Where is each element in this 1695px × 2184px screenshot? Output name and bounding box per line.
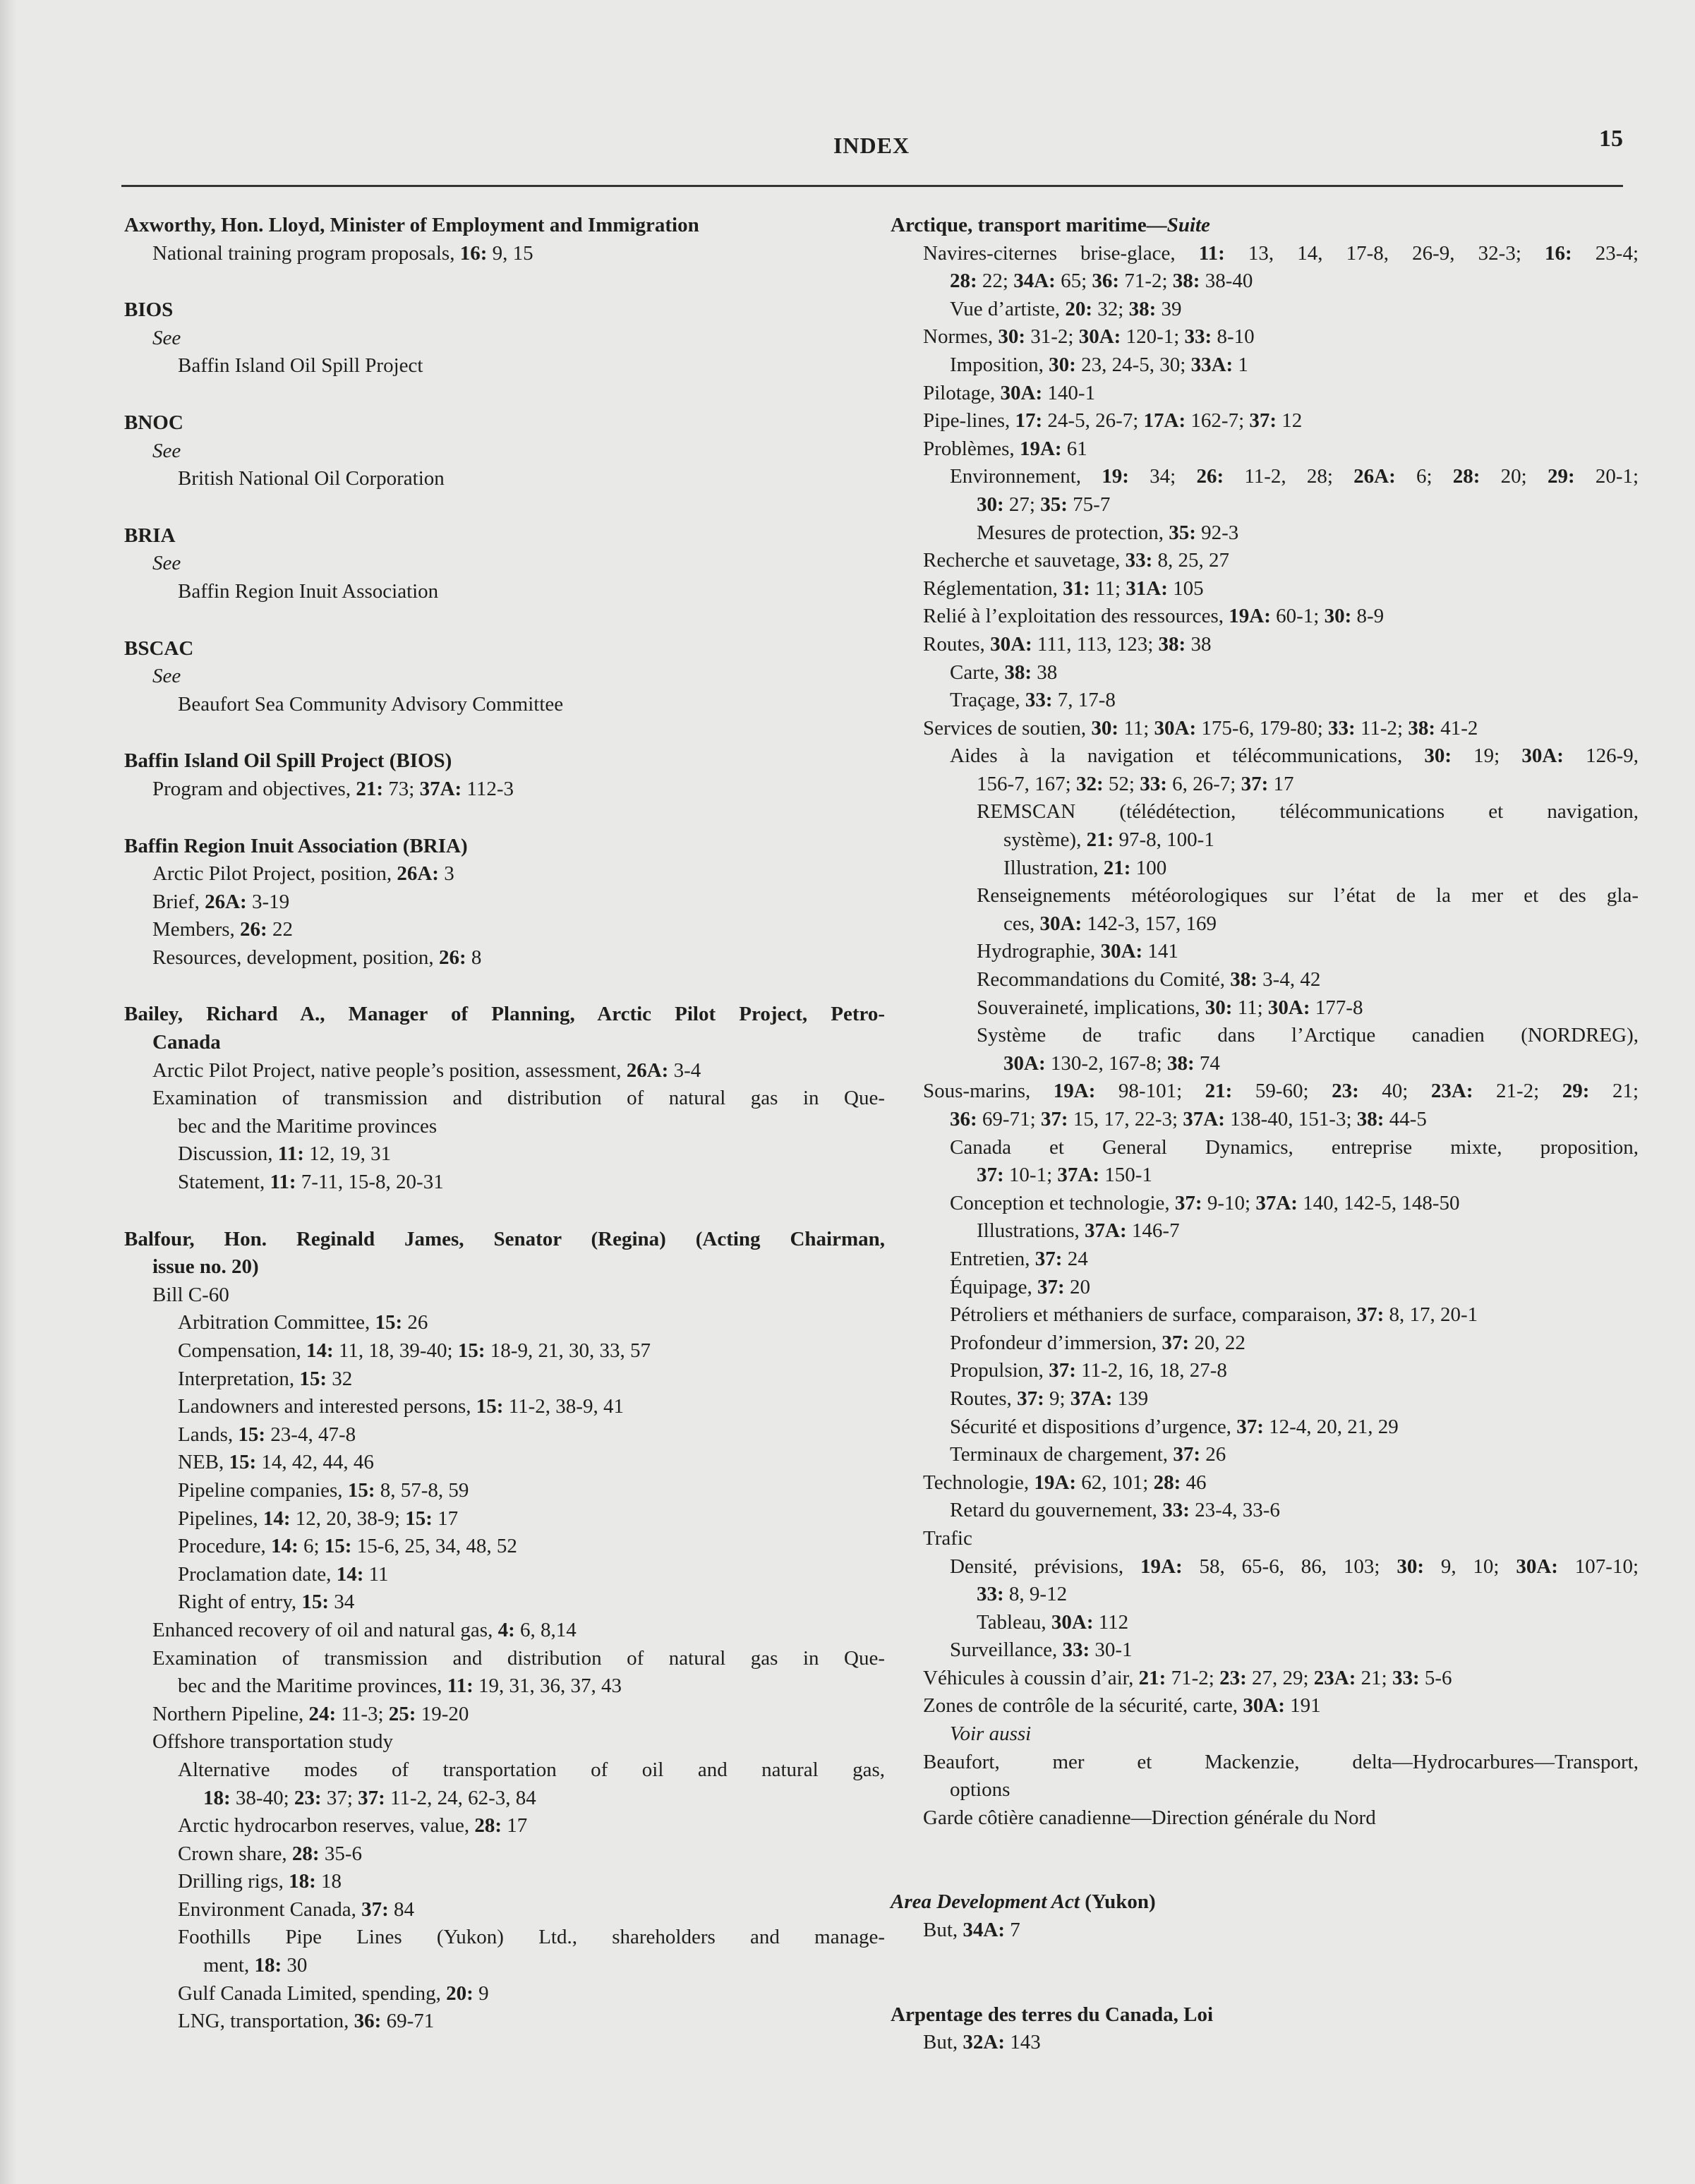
- index-subentry: Carte, 38: 38: [950, 660, 1058, 684]
- index-subentry: Procedure, 14: 6; 15: 15-6, 25, 34, 48, 52: [178, 1535, 517, 1558]
- index-subentry: Members, 26: 22: [152, 918, 293, 941]
- index-subentry: Véhicules à coussin d’air, 21: 71-2; 23: 27, 29; 23A: 21; 33: 5-6: [923, 1666, 1452, 1689]
- index-subentry: Sous-marins, 19A: 98-101; 21: 59-60; 23: 40; 23A: 21-2; 29: 21;: [923, 1080, 1639, 1103]
- index-subentry: options: [950, 1778, 1011, 1802]
- index-subentry: Gulf Canada Limited, spending, 20: 9: [178, 1981, 489, 2005]
- index-subentry: Voir aussi: [950, 1723, 1032, 1746]
- index-subentry: Aides à la navigation et télécommunications, 30: 19; 30A: 126-9,: [950, 744, 1639, 768]
- index-subentry: Problèmes, 19A: 61: [923, 437, 1087, 460]
- index-subentry: But, 32A: 143: [923, 2031, 1041, 2054]
- index-subentry: 156-7, 167; 32: 52; 33: 6, 26-7; 37: 17: [977, 772, 1294, 795]
- running-head-title: INDEX: [833, 133, 910, 158]
- page-edge-shadow: [0, 0, 17, 2184]
- index-subentry: 18: 38-40; 23: 37; 37: 11-2, 24, 62-3, 84: [203, 1786, 536, 1809]
- index-heading: BNOC: [124, 411, 183, 434]
- index-subentry: Beaufort, mer et Mackenzie, delta—Hydrocarbures—Transport,: [923, 1750, 1639, 1773]
- index-subentry: Arctic hydrocarbon reserves, value, 28: 17: [178, 1814, 528, 1838]
- entry-spacer: [124, 493, 885, 522]
- index-subentry: Pilotage, 30A: 140-1: [923, 381, 1096, 404]
- index-subentry: Program and objectives, 21: 73; 37A: 112-3: [152, 777, 514, 800]
- index-subentry: Baffin Island Oil Spill Project: [178, 354, 423, 378]
- index-subentry: Routes, 37: 9; 37A: 139: [950, 1387, 1149, 1410]
- index-subentry: Terminaux de chargement, 37: 26: [950, 1443, 1226, 1466]
- index-heading: Canada: [152, 1031, 221, 1054]
- running-head: [120, 126, 1623, 168]
- index-subentry: Recherche et sauvetage, 33: 8, 25, 27: [923, 549, 1230, 572]
- index-subentry: Environnement, 19: 34; 26: 11-2, 28; 26A: 6; 28: 20; 29: 20-1;: [950, 465, 1639, 488]
- index-subentry: 30A: 130-2, 167-8; 38: 74: [1003, 1051, 1220, 1075]
- index-subentry: Pétroliers et méthaniers de surface, comparaison, 37: 8, 17, 20-1: [950, 1303, 1478, 1327]
- index-subentry: Alternative modes of transportation of oil and natural gas,: [178, 1758, 885, 1781]
- entry-spacer: [124, 267, 885, 296]
- index-subentry: Traçage, 33: 7, 17-8: [950, 689, 1116, 712]
- index-subentry: bec and the Maritime provinces, 11: 19, 31, 36, 37, 43: [178, 1675, 622, 1698]
- index-subentry: Conception et technologie, 37: 9-10; 37A: 140, 142-5, 148-50: [950, 1191, 1460, 1214]
- index-subentry: Discussion, 11: 12, 19, 31: [178, 1142, 392, 1166]
- index-subentry: Relié à l’exploitation des ressources, 19A: 60-1; 30: 8-9: [923, 605, 1385, 628]
- index-subentry: 30: 27; 35: 75-7: [977, 493, 1111, 516]
- index-subentry: Renseignements météorologiques sur l’état de la mer et des gla-: [977, 884, 1639, 907]
- index-subentry: See: [152, 439, 181, 462]
- entry-spacer: [124, 718, 885, 747]
- index-subentry: Compensation, 14: 11, 18, 39-40; 15: 18-9, 21, 30, 33, 57: [178, 1339, 651, 1362]
- index-subentry: Surveillance, 33: 30-1: [950, 1639, 1133, 1662]
- index-subentry: National training program proposals, 16: 9, 15: [152, 241, 533, 265]
- index-subentry: Propulsion, 37: 11-2, 16, 18, 27-8: [950, 1359, 1227, 1382]
- index-subentry: Enhanced recovery of oil and natural gas, 4: 6, 8,14: [152, 1618, 577, 1641]
- index-subentry: Foothills Pipe Lines (Yukon) Ltd., shareholders and manage-: [178, 1926, 885, 1949]
- index-subentry: LNG, transportation, 36: 69-71: [178, 2010, 435, 2033]
- index-subentry: Arbitration Committee, 15: 26: [178, 1311, 428, 1334]
- index-subentry: Entretien, 37: 24: [950, 1247, 1088, 1270]
- index-subentry: British National Oil Corporation: [178, 467, 445, 490]
- index-heading: BIOS: [124, 298, 174, 322]
- index-subentry: Interpretation, 15: 32: [178, 1367, 353, 1390]
- entry-spacer: [124, 804, 885, 833]
- index-subentry: NEB, 15: 14, 42, 44, 46: [178, 1451, 374, 1474]
- index-subentry: Système de trafic dans l’Arctique canadien (NORDREG),: [977, 1024, 1639, 1047]
- index-subentry: bec and the Maritime provinces: [178, 1114, 438, 1138]
- index-heading: issue no. 20): [152, 1255, 259, 1279]
- index-subentry: Services de soutien, 30: 11; 30A: 175-6, 179-80; 33: 11-2; 38: 41-2: [923, 716, 1478, 740]
- index-subentry: Statement, 11: 7-11, 15-8, 20-31: [178, 1171, 444, 1194]
- index-heading: Axworthy, Hon. Lloyd, Minister of Employment and Immigration: [124, 214, 699, 236]
- index-subentry: Canada et General Dynamics, entreprise mixte, proposition,: [950, 1135, 1639, 1159]
- index-subentry: Pipelines, 14: 12, 20, 38-9; 15: 17: [178, 1507, 459, 1530]
- index-subentry: Arctic Pilot Project, native people’s position, assessment, 26A: 3-4: [152, 1058, 701, 1082]
- index-subentry: Densité, prévisions, 19A: 58, 65-6, 86, 103; 30: 9, 10; 30A: 107-10;: [950, 1555, 1639, 1578]
- index-subentry: système), 21: 97-8, 100-1: [1003, 828, 1214, 852]
- index-subentry: Resources, development, position, 26: 8: [152, 946, 482, 969]
- index-subentry: Pipeline companies, 15: 8, 57-8, 59: [178, 1478, 469, 1502]
- entry-spacer: [891, 1832, 1639, 1888]
- index-subentry: Retard du gouvernement, 33: 23-4, 33-6: [950, 1499, 1280, 1522]
- entry-spacer: [124, 972, 885, 1001]
- index-subentry: Examination of transmission and distribution of natural gas in Que-: [152, 1087, 885, 1110]
- index-heading: Baffin Island Oil Spill Project (BIOS): [124, 749, 452, 773]
- index-heading: Arpentage des terres du Canada, Loi: [891, 2003, 1214, 2026]
- index-heading: Arctique, transport maritime—Suite: [891, 214, 1210, 236]
- index-subentry: Imposition, 30: 23, 24-5, 30; 33A: 1: [950, 353, 1248, 376]
- index-subentry: Offshore transportation study: [152, 1730, 393, 1754]
- index-subentry: Sécurité et dispositions d’urgence, 37: 12-4, 20, 21, 29: [950, 1415, 1399, 1438]
- index-subentry: Réglementation, 31: 11; 31A: 105: [923, 577, 1204, 600]
- index-subentry: Proclamation date, 14: 11: [178, 1562, 389, 1586]
- index-subentry: Technologie, 19A: 62, 101; 28: 46: [923, 1471, 1207, 1494]
- index-subentry: 37: 10-1; 37A: 150-1: [977, 1164, 1152, 1187]
- index-subentry: Vue d’artiste, 20: 32; 38: 39: [950, 297, 1182, 320]
- index-subentry: Lands, 15: 23-4, 47-8: [178, 1423, 356, 1446]
- index-subentry: 33: 8, 9-12: [977, 1583, 1068, 1606]
- index-subentry: Tableau, 30A: 112: [977, 1610, 1129, 1634]
- index-subentry: Mesures de protection, 35: 92-3: [977, 521, 1239, 544]
- index-subentry: Navires-citernes brise-glace, 11: 13, 14, 17-8, 26-9, 32-3; 16: 23-4;: [923, 241, 1639, 265]
- index-subentry: But, 34A: 7: [923, 1919, 1020, 1942]
- index-subentry: Examination of transmission and distribution of natural gas in Que-: [152, 1646, 885, 1670]
- index-subentry: Baffin Region Inuit Association: [178, 579, 439, 603]
- index-subentry: Hydrographie, 30A: 141: [977, 940, 1178, 963]
- index-subentry: Illustrations, 37A: 146-7: [977, 1219, 1180, 1243]
- index-subentry: Garde côtière canadienne—Direction générale du Nord: [923, 1806, 1376, 1829]
- index-heading: BRIA: [124, 524, 176, 547]
- index-subentry: Zones de contrôle de la sécurité, carte, 30A: 191: [923, 1694, 1321, 1718]
- page-number: 15: [1599, 126, 1623, 152]
- index-subentry: Routes, 30A: 111, 113, 123; 38: 38: [923, 632, 1212, 656]
- index-subentry: Pipe-lines, 17: 24-5, 26-7; 17A: 162-7; 37: 12: [923, 409, 1303, 433]
- index-subentry: Environment Canada, 37: 84: [178, 1898, 415, 1921]
- index-subentry: ment, 18: 30: [203, 1954, 308, 1977]
- index-subentry: Brief, 26A: 3-19: [152, 890, 290, 913]
- index-subentry: Northern Pipeline, 24: 11-3; 25: 19-20: [152, 1702, 469, 1725]
- index-column-right: [891, 212, 1639, 2057]
- index-heading: Bailey, Richard A., Manager of Planning, Arctic Pilot Project, Petro-: [124, 1003, 885, 1026]
- index-subentry: Right of entry, 15: 34: [178, 1591, 355, 1614]
- index-subentry: ces, 30A: 142-3, 157, 169: [1003, 912, 1217, 935]
- entry-spacer: [124, 380, 885, 409]
- index-subentry: Arctic Pilot Project, position, 26A: 3: [152, 862, 454, 886]
- index-subentry: 36: 69-71; 37: 15, 17, 22-3; 37A: 138-40, 151-3; 38: 44-5: [950, 1108, 1427, 1130]
- index-subentry: Illustration, 21: 100: [1003, 856, 1167, 879]
- index-subentry: REMSCAN (télédétection, télécommunications et navigation,: [977, 800, 1639, 823]
- index-heading: BSCAC: [124, 637, 194, 660]
- index-subentry: Équipage, 37: 20: [950, 1275, 1090, 1298]
- index-subentry: Trafic: [923, 1526, 972, 1550]
- index-subentry: Landowners and interested persons, 15: 11-2, 38-9, 41: [178, 1395, 624, 1418]
- header-rule: [121, 185, 1623, 187]
- index-subentry: Bill C-60: [152, 1283, 229, 1306]
- index-subentry: Souveraineté, implications, 30: 11; 30A: 177-8: [977, 996, 1363, 1019]
- index-subentry: See: [152, 665, 181, 688]
- index-subentry: See: [152, 552, 181, 575]
- index-heading: Balfour, Hon. Reginald James, Senator (Regina) (Acting Chairman,: [124, 1227, 885, 1250]
- index-subentry: Beaufort Sea Community Advisory Committee: [178, 692, 564, 716]
- index-subentry: Profondeur d’immersion, 37: 20, 22: [950, 1331, 1245, 1354]
- entry-spacer: [124, 606, 885, 635]
- index-subentry: Crown share, 28: 35-6: [178, 1842, 362, 1865]
- index-subentry: Recommandations du Comité, 38: 3-4, 42: [977, 968, 1321, 991]
- index-heading: Area Development Act (Yukon): [891, 1890, 1156, 1914]
- index-subentry: Normes, 30: 31-2; 30A: 120-1; 33: 8-10: [923, 325, 1255, 349]
- index-column-left: [124, 212, 885, 2036]
- index-subentry: 28: 22; 34A: 65; 36: 71-2; 38: 38-40: [950, 270, 1253, 293]
- index-subentry: See: [152, 326, 181, 349]
- entry-spacer: [891, 1945, 1639, 2001]
- entry-spacer: [124, 1197, 885, 1226]
- index-heading: Baffin Region Inuit Association (BRIA): [124, 834, 468, 857]
- index-subentry: Drilling rigs, 18: 18: [178, 1870, 342, 1893]
